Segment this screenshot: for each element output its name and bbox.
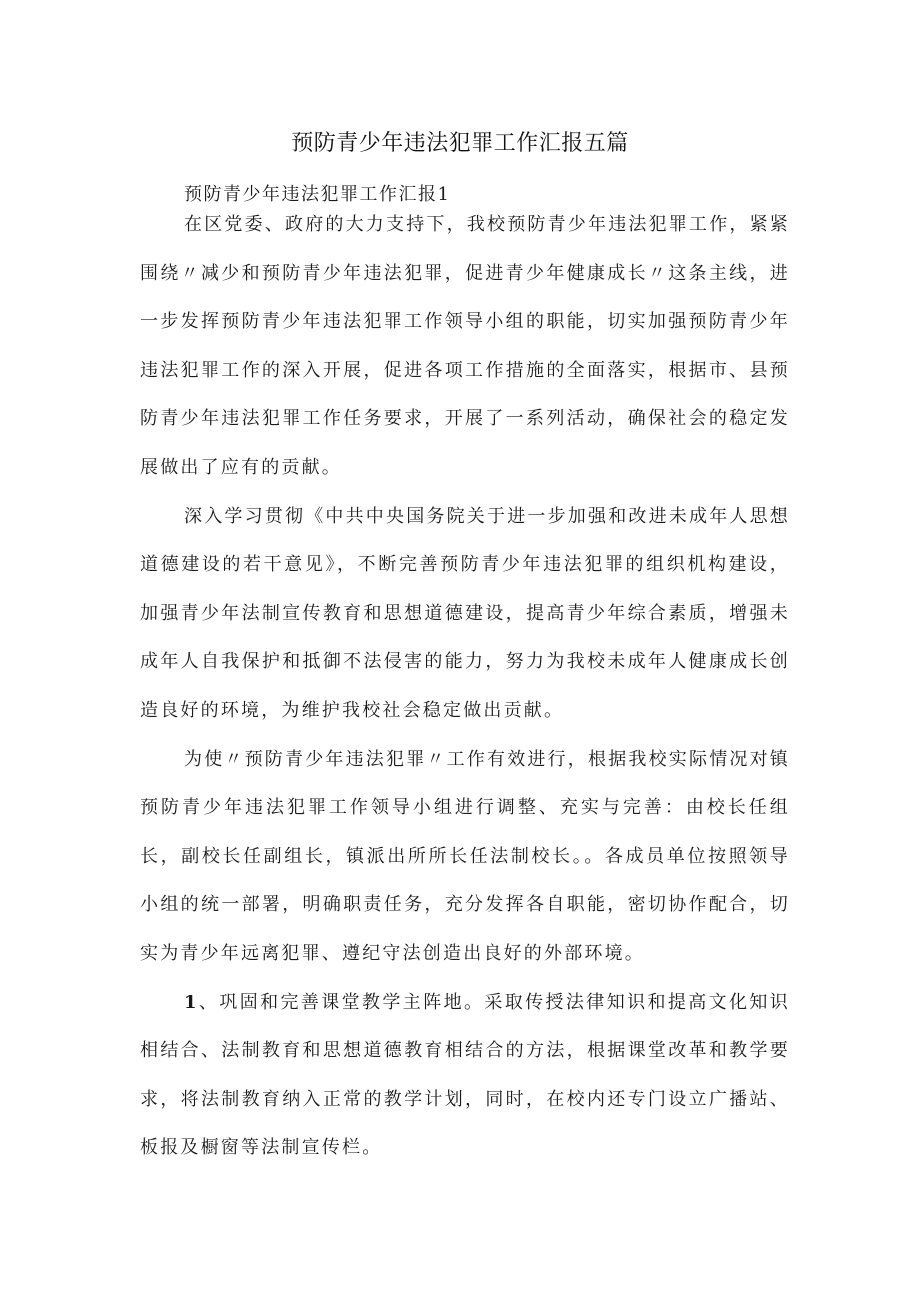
paragraph — [140, 979, 790, 1173]
paragraph-text: 深入学习贯彻《中共中央国务院关于进一步加强和改进未成年人思想道德建设的若干意见》，不断完善预防青少年违法犯罪的组织机构建设，加强青少年法制宣传教育和思想道德建设，提高青少年综合素质，增强未成年人自我保护和抵御不法侵害的能力，努力为我校未成年人健康成长创造良好的环境，为维护我校社会稳定做出贡献。 — [140, 505, 790, 721]
paragraph-text: 在区党委、政府的大力支持下，我校预防青少年违法犯罪工作，紧紧围绕〃减少和预防青少年违法犯罪，促进青少年健康成长〃这条主线，进一步发挥预防青少年违法犯罪工作领导小组的职能，切实加强预防青少年违法犯罪工作的深入开展，促进各项工作措施的全面落实，根据市、县预防青少年违法犯罪工作任务要求，开展了一系列活动，确保社会的稳定发展做出了应有的贡献。 — [140, 214, 790, 478]
list-number: 1 — [184, 991, 199, 1013]
paragraph — [140, 493, 790, 736]
paragraph — [140, 201, 790, 493]
section-heading: 预防青少年违法犯罪工作汇报1 — [184, 184, 451, 205]
paragraph-text: 、巩固和完善课堂教学主阵地。采取传授法律知识和提高文化知识相结合、法制教育和思想道德教育相结合的方法，根据课堂改革和教学要求，将法制教育纳入正常的教学计划，同时，在校内还专门设立广播站、板报及橱窗等法制宣传栏。 — [140, 991, 790, 1159]
paragraph-text: 为使〃预防青少年违法犯罪〃工作有效进行，根据我校实际情况对镇预防青少年违法犯罪工作领导小组进行调整、充实与完善：由校长任组长，副校长任副组长，镇派出所所长任法制校长。。各成员单位按照领导小组的统一部署，明确职责任务，充分发挥各自职能，密切协作配合，切实为青少年远离犯罪、遵纪守法创造出良好的外部环境。 — [140, 748, 790, 964]
document-body — [140, 201, 790, 1173]
document-title: 预防青少年违法犯罪工作汇报五篇 — [291, 131, 629, 156]
paragraph — [140, 736, 790, 979]
